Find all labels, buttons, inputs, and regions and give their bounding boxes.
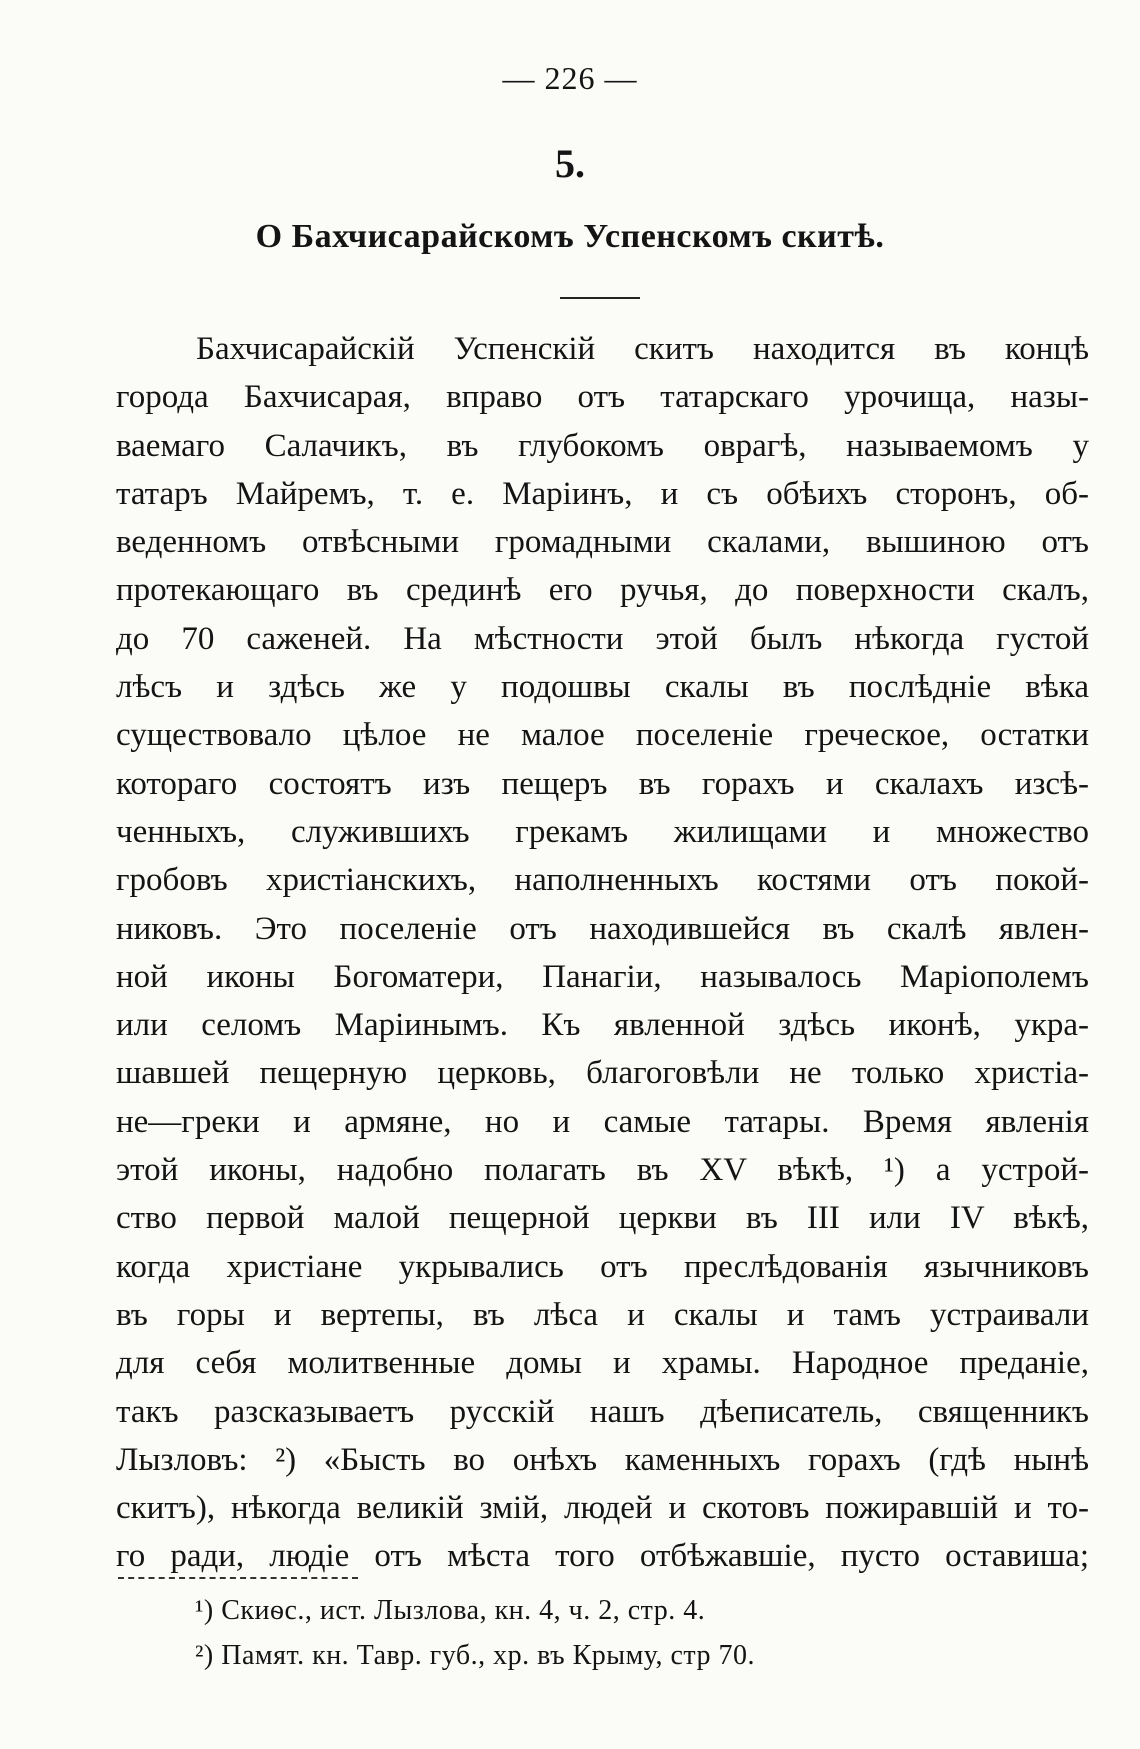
text-line: города Бахчисарая, вправо отъ татарскаго урочища, назы- <box>116 379 1089 416</box>
text-line: или селомъ Маріинымъ. Къ явленной здѣсь иконѣ, укра- <box>116 1007 1089 1044</box>
text-line: веденномъ отвѣсными громадными скалами, вышиною отъ <box>116 524 1089 561</box>
text-line: гробовъ христіанскихъ, наполненныхъ костями отъ покой- <box>116 862 1089 899</box>
text-line: протекающаго въ срединѣ его ручья, до поверхности скалъ, <box>116 572 1089 609</box>
text-line: шавшей пещерную церковь, благоговѣли не только христіа- <box>116 1055 1089 1092</box>
text-line: котораго состоятъ изъ пещеръ въ горахъ и скалахъ изсѣ- <box>116 765 1089 802</box>
text-line: не—греки и армяне, но и самые татары. Время явленія <box>116 1103 1089 1140</box>
section-title: О Бахчисарайскомъ Успенскомъ скитѣ. <box>255 218 885 255</box>
footnote-2: ²) Памят. кн. Тавр. губ., хр. въ Крыму, стр 70. <box>195 1640 756 1671</box>
text-line: этой иконы, надобно полагать въ XV вѣкѣ, ¹) а устрой- <box>116 1152 1089 1189</box>
text-line: когда христіане укрывались отъ преслѣдованія язычниковъ <box>116 1248 1089 1285</box>
text-line: лѣсъ и здѣсь же у подошвы скалы въ послѣдніе вѣка <box>116 669 1089 706</box>
text-line: татаръ Майремъ, т. е. Маріинъ, и съ обѣихъ сторонъ, об- <box>116 475 1089 512</box>
text-line: существовало цѣлое не малое поселеніе греческое, остатки <box>116 717 1089 754</box>
text-line: въ горы и вертепы, въ лѣса и скалы и тамъ устраивали <box>116 1296 1089 1333</box>
text-line: ной иконы Богоматери, Панагіи, называлось Маріополемъ <box>116 958 1089 995</box>
title-divider <box>560 297 640 299</box>
text-line: го ради, людіе отъ мѣста того отбѣжавшіе, пусто оставиша; <box>116 1538 1089 1575</box>
footnote-divider <box>118 1577 358 1579</box>
text-line: ство первой малой пещерной церкви въ III или IV вѣкѣ, <box>116 1200 1089 1237</box>
footnotes <box>195 1588 955 1678</box>
text-line: ваемаго Салачикъ, въ глубокомъ оврагѣ, называемомъ у <box>116 427 1089 464</box>
text-line: никовъ. Это поселеніе отъ находившейся въ скалѣ явлен- <box>116 910 1089 947</box>
footnote-1: ¹) Скиѳс., ист. Лызлова, кн. 4, ч. 2, стр. 4. <box>195 1595 706 1626</box>
text-line: ченныхъ, служившихъ грекамъ жилищами и множество <box>116 813 1089 850</box>
body-text <box>116 325 1089 1581</box>
text-line: Бахчисарайскій Успенскій скитъ находится въ концѣ <box>196 331 1089 367</box>
text-line: Лызловъ: ²) «Бысть во онѣхъ каменныхъ горахъ (гдѣ нынѣ <box>116 1441 1089 1478</box>
text-line: для себя молитвенные домы и храмы. Народное преданіе, <box>116 1345 1089 1382</box>
page-number: — 226 — <box>502 60 638 96</box>
text-line: до 70 саженей. На мѣстности этой былъ нѣкогда густой <box>116 620 1089 657</box>
text-line: такъ разсказываетъ русскій нашъ дѣеписатель, священникъ <box>116 1393 1089 1430</box>
text-line: скитъ), нѣкогда великій змій, людей и скотовъ пожиравшій и то- <box>116 1490 1089 1527</box>
section-number: 5. <box>555 141 585 186</box>
